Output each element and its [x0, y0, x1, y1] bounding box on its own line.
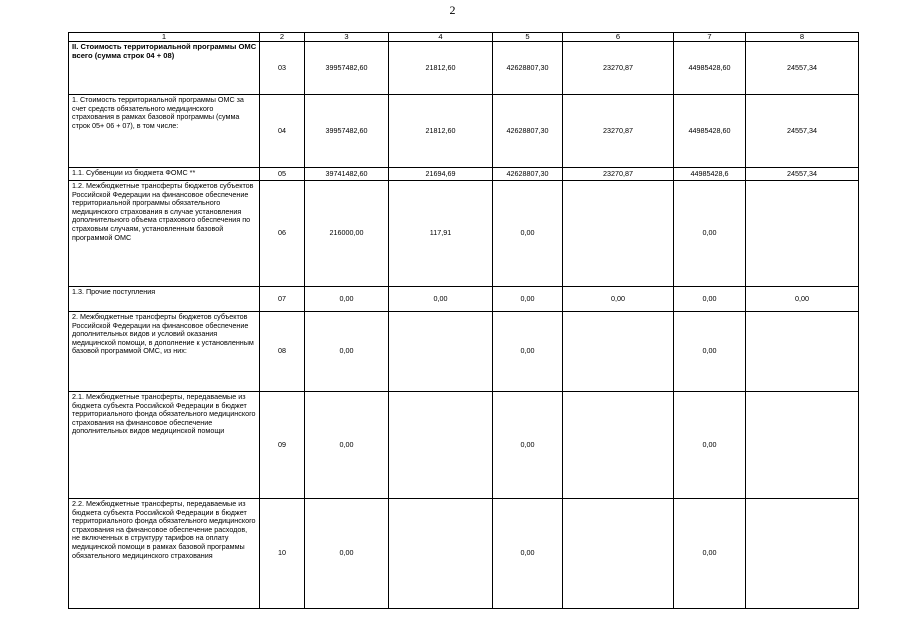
- cell-col6: [563, 499, 674, 609]
- cell-col3: 0,00: [305, 392, 389, 499]
- cell-col7: 0,00: [674, 312, 746, 392]
- cell-col3: 39957482,60: [305, 95, 389, 168]
- table-row: [69, 287, 859, 312]
- cell-col7: 0,00: [674, 499, 746, 609]
- col-header-1: 1: [69, 33, 260, 42]
- cell-col8: [746, 181, 859, 287]
- cell-col4: [389, 499, 493, 609]
- row-code: 06: [260, 181, 305, 287]
- cell-col7: 0,00: [674, 181, 746, 287]
- row-description: 1.3. Прочие поступления: [69, 287, 260, 312]
- cell-col4: 21694,69: [389, 168, 493, 181]
- cell-col8: 24557,34: [746, 95, 859, 168]
- cell-col8: [746, 499, 859, 609]
- cell-col3: 216000,00: [305, 181, 389, 287]
- cell-col5: 42628807,30: [493, 95, 563, 168]
- cost-table: [68, 32, 859, 609]
- cell-col3: 0,00: [305, 499, 389, 609]
- row-code: 10: [260, 499, 305, 609]
- cell-col6: 0,00: [563, 287, 674, 312]
- cell-col6: [563, 181, 674, 287]
- col-header-4: 4: [389, 33, 493, 42]
- row-description: II. Стоимость территориальной программы ОМС всего (сумма строк 04 + 08): [69, 42, 260, 95]
- cell-col4: [389, 312, 493, 392]
- cell-col4: 0,00: [389, 287, 493, 312]
- row-code: 07: [260, 287, 305, 312]
- cell-col8: [746, 392, 859, 499]
- col-header-7: 7: [674, 33, 746, 42]
- cell-col5: 0,00: [493, 181, 563, 287]
- cell-col4: 21812,60: [389, 42, 493, 95]
- row-code: 04: [260, 95, 305, 168]
- cell-col3: 0,00: [305, 287, 389, 312]
- table-row: [69, 499, 859, 609]
- row-code: 05: [260, 168, 305, 181]
- cell-col8: [746, 312, 859, 392]
- cell-col5: 42628807,30: [493, 42, 563, 95]
- row-description: 1.1. Субвенции из бюджета ФОМС **: [69, 168, 260, 181]
- row-code: 08: [260, 312, 305, 392]
- cell-col5: 0,00: [493, 392, 563, 499]
- cell-col8: 0,00: [746, 287, 859, 312]
- cell-col3: 39741482,60: [305, 168, 389, 181]
- col-header-5: 5: [493, 33, 563, 42]
- cell-col8: 24557,34: [746, 168, 859, 181]
- table-row: [69, 312, 859, 392]
- col-header-6: 6: [563, 33, 674, 42]
- row-description: 1.2. Межбюджетные трансферты бюджетов субъектов Российской Федерации на финансовое обеспечение территориальной программы обязательного медицинского страхования в случае установления дополнительного объема страхового обеспечения по страховым случаям, установленным базовой программой ОМС: [69, 181, 260, 287]
- cell-col6: 23270,87: [563, 168, 674, 181]
- cell-col6: [563, 312, 674, 392]
- row-description: 1. Стоимость территориальной программы ОМС за счет средств обязательного медицинского страхования в рамках базовой программы (сумма строк 05+ 06 + 07), в том числе:: [69, 95, 260, 168]
- cell-col7: 44985428,60: [674, 95, 746, 168]
- cell-col8: 24557,34: [746, 42, 859, 95]
- row-description: 2. Межбюджетные трансферты бюджетов субъектов Российской Федерации на финансовое обеспечение дополнительных видов и условий оказания медицинской помощи, в дополнение к установленным базовой программой ОМС, из них:: [69, 312, 260, 392]
- col-header-3: 3: [305, 33, 389, 42]
- cell-col7: 44985428,6: [674, 168, 746, 181]
- cell-col4: 21812,60: [389, 95, 493, 168]
- row-code: 03: [260, 42, 305, 95]
- table-row: [69, 42, 859, 95]
- cell-col7: 0,00: [674, 287, 746, 312]
- col-header-8: 8: [746, 33, 859, 42]
- cell-col7: 44985428,60: [674, 42, 746, 95]
- table-row: [69, 181, 859, 287]
- table-row: [69, 392, 859, 499]
- page-number: 2: [449, 3, 456, 17]
- cell-col3: 0,00: [305, 312, 389, 392]
- table-row: [69, 95, 859, 168]
- cell-col4: [389, 392, 493, 499]
- cell-col5: 0,00: [493, 499, 563, 609]
- cell-col5: 0,00: [493, 312, 563, 392]
- cell-col4: 117,91: [389, 181, 493, 287]
- row-description: 2.1. Межбюджетные трансферты, передаваемые из бюджета субъекта Российской Федерации в бюджет территориального фонда обязательного медицинского страхования на финансовое обеспечение дополнительных видов медицинской помощи: [69, 392, 260, 499]
- cell-col6: 23270,87: [563, 42, 674, 95]
- col-header-2: 2: [260, 33, 305, 42]
- cell-col6: [563, 392, 674, 499]
- cell-col7: 0,00: [674, 392, 746, 499]
- header-row: [69, 33, 859, 42]
- cell-col3: 39957482,60: [305, 42, 389, 95]
- row-code: 09: [260, 392, 305, 499]
- cell-col5: 0,00: [493, 287, 563, 312]
- cell-col5: 42628807,30: [493, 168, 563, 181]
- cell-col6: 23270,87: [563, 95, 674, 168]
- row-description: 2.2. Межбюджетные трансферты, передаваемые из бюджета субъекта Российской Федерации в бюджет территориального фонда обязательного медицинского страхования на финансовое обеспечение расходов, не включенных в структуру тарифов на оплату медицинской помощи в рамках базовой программы обязательного медицинского страхования: [69, 499, 260, 609]
- table-row: [69, 168, 859, 181]
